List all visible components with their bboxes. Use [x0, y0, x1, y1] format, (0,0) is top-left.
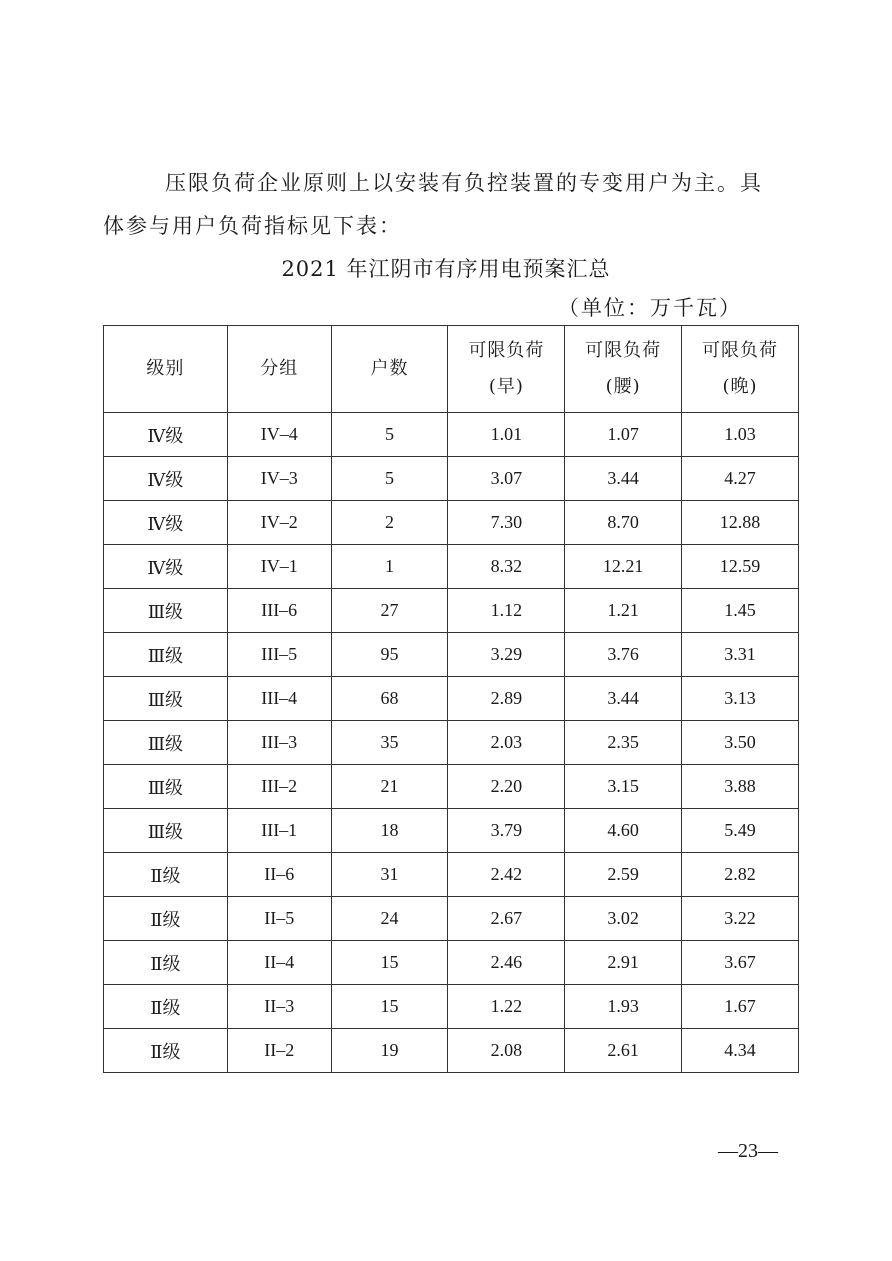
header-households: 户数 — [331, 326, 448, 413]
table-row — [104, 633, 799, 677]
cell-midday-load: 1.21 — [565, 589, 682, 633]
cell-group: II–3 — [227, 985, 331, 1029]
header-level: 级别 — [104, 326, 228, 413]
cell-midday-load: 3.15 — [565, 765, 682, 809]
cell-morning-load: 3.79 — [448, 809, 565, 853]
header-morning-load: 可限负荷 (早) — [448, 326, 565, 413]
cell-evening-load: 1.45 — [682, 589, 799, 633]
cell-evening-load: 1.67 — [682, 985, 799, 1029]
header-evening-load: 可限负荷 (晚) — [682, 326, 799, 413]
cell-group: II–5 — [227, 897, 331, 941]
cell-evening-load: 1.03 — [682, 413, 799, 457]
table-row — [104, 413, 799, 457]
cell-level: Ⅱ级 — [104, 941, 228, 985]
table-row — [104, 677, 799, 721]
cell-group: III–1 — [227, 809, 331, 853]
cell-evening-load: 3.88 — [682, 765, 799, 809]
cell-midday-load: 2.59 — [565, 853, 682, 897]
cell-morning-load: 2.03 — [448, 721, 565, 765]
cell-level: Ⅲ级 — [104, 677, 228, 721]
cell-households: 19 — [331, 1029, 448, 1073]
header-group: 分组 — [227, 326, 331, 413]
cell-level: Ⅳ级 — [104, 545, 228, 589]
cell-level: Ⅲ级 — [104, 765, 228, 809]
table-row — [104, 457, 799, 501]
intro-paragraph — [103, 162, 793, 248]
cell-midday-load: 2.61 — [565, 1029, 682, 1073]
cell-morning-load: 2.67 — [448, 897, 565, 941]
cell-households: 24 — [331, 897, 448, 941]
cell-evening-load: 2.82 — [682, 853, 799, 897]
cell-morning-load: 2.08 — [448, 1029, 565, 1073]
cell-evening-load: 12.88 — [682, 501, 799, 545]
cell-morning-load: 2.46 — [448, 941, 565, 985]
cell-midday-load: 3.44 — [565, 677, 682, 721]
cell-group: II–6 — [227, 853, 331, 897]
cell-households: 15 — [331, 985, 448, 1029]
cell-evening-load: 4.27 — [682, 457, 799, 501]
cell-level: Ⅱ级 — [104, 1029, 228, 1073]
cell-evening-load: 5.49 — [682, 809, 799, 853]
cell-midday-load: 1.93 — [565, 985, 682, 1029]
cell-evening-load: 3.22 — [682, 897, 799, 941]
cell-group: III–6 — [227, 589, 331, 633]
intro-line-2: 体参与用户负荷指标见下表： — [103, 214, 402, 238]
cell-level: Ⅲ级 — [104, 809, 228, 853]
page-number: —23— — [718, 1140, 778, 1162]
cell-households: 95 — [331, 633, 448, 677]
cell-evening-load: 12.59 — [682, 545, 799, 589]
cell-midday-load: 1.07 — [565, 413, 682, 457]
table-row — [104, 1029, 799, 1073]
cell-households: 1 — [331, 545, 448, 589]
table-row — [104, 765, 799, 809]
table-row — [104, 897, 799, 941]
cell-evening-load: 4.34 — [682, 1029, 799, 1073]
cell-households: 21 — [331, 765, 448, 809]
cell-households: 2 — [331, 501, 448, 545]
unit-note: （单位：万千瓦） — [558, 296, 742, 320]
table-row — [104, 721, 799, 765]
cell-group: III–4 — [227, 677, 331, 721]
cell-group: II–4 — [227, 941, 331, 985]
cell-level: Ⅱ级 — [104, 897, 228, 941]
cell-group: IV–4 — [227, 413, 331, 457]
cell-households: 31 — [331, 853, 448, 897]
cell-midday-load: 3.76 — [565, 633, 682, 677]
cell-group: IV–2 — [227, 501, 331, 545]
cell-group: III–2 — [227, 765, 331, 809]
load-table — [103, 325, 799, 1073]
cell-group: III–3 — [227, 721, 331, 765]
cell-midday-load: 2.91 — [565, 941, 682, 985]
cell-morning-load: 2.89 — [448, 677, 565, 721]
table-row — [104, 545, 799, 589]
cell-morning-load: 1.22 — [448, 985, 565, 1029]
cell-morning-load: 2.20 — [448, 765, 565, 809]
cell-group: III–5 — [227, 633, 331, 677]
cell-group: IV–3 — [227, 457, 331, 501]
table-title: 2021 年江阴市有序用电预案汇总 — [281, 257, 611, 281]
cell-group: IV–1 — [227, 545, 331, 589]
table-row — [104, 853, 799, 897]
cell-midday-load: 12.21 — [565, 545, 682, 589]
table-row — [104, 809, 799, 853]
cell-households: 68 — [331, 677, 448, 721]
cell-evening-load: 3.67 — [682, 941, 799, 985]
cell-evening-load: 3.31 — [682, 633, 799, 677]
cell-households: 5 — [331, 457, 448, 501]
cell-morning-load: 1.01 — [448, 413, 565, 457]
cell-level: Ⅱ级 — [104, 985, 228, 1029]
cell-level: Ⅱ级 — [104, 853, 228, 897]
table-row — [104, 985, 799, 1029]
cell-morning-load: 1.12 — [448, 589, 565, 633]
cell-households: 5 — [331, 413, 448, 457]
cell-level: Ⅳ级 — [104, 457, 228, 501]
cell-midday-load: 2.35 — [565, 721, 682, 765]
table-body — [104, 413, 799, 1073]
cell-level: Ⅲ级 — [104, 589, 228, 633]
cell-morning-load: 8.32 — [448, 545, 565, 589]
cell-midday-load: 3.02 — [565, 897, 682, 941]
cell-households: 18 — [331, 809, 448, 853]
cell-group: II–2 — [227, 1029, 331, 1073]
cell-morning-load: 2.42 — [448, 853, 565, 897]
cell-evening-load: 3.13 — [682, 677, 799, 721]
intro-line-1: 压限负荷企业原则上以安装有负控装置的专变用户为主。具 — [165, 171, 763, 195]
cell-midday-load: 8.70 — [565, 501, 682, 545]
table-row — [104, 589, 799, 633]
cell-households: 15 — [331, 941, 448, 985]
header-midday-load: 可限负荷 (腰) — [565, 326, 682, 413]
table-header-row — [104, 326, 799, 413]
cell-level: Ⅳ级 — [104, 501, 228, 545]
cell-households: 35 — [331, 721, 448, 765]
table-row — [104, 501, 799, 545]
cell-level: Ⅳ级 — [104, 413, 228, 457]
cell-households: 27 — [331, 589, 448, 633]
cell-midday-load: 3.44 — [565, 457, 682, 501]
cell-level: Ⅲ级 — [104, 633, 228, 677]
cell-evening-load: 3.50 — [682, 721, 799, 765]
cell-level: Ⅲ级 — [104, 721, 228, 765]
cell-morning-load: 3.07 — [448, 457, 565, 501]
cell-midday-load: 4.60 — [565, 809, 682, 853]
cell-morning-load: 3.29 — [448, 633, 565, 677]
cell-morning-load: 7.30 — [448, 501, 565, 545]
table-row — [104, 941, 799, 985]
